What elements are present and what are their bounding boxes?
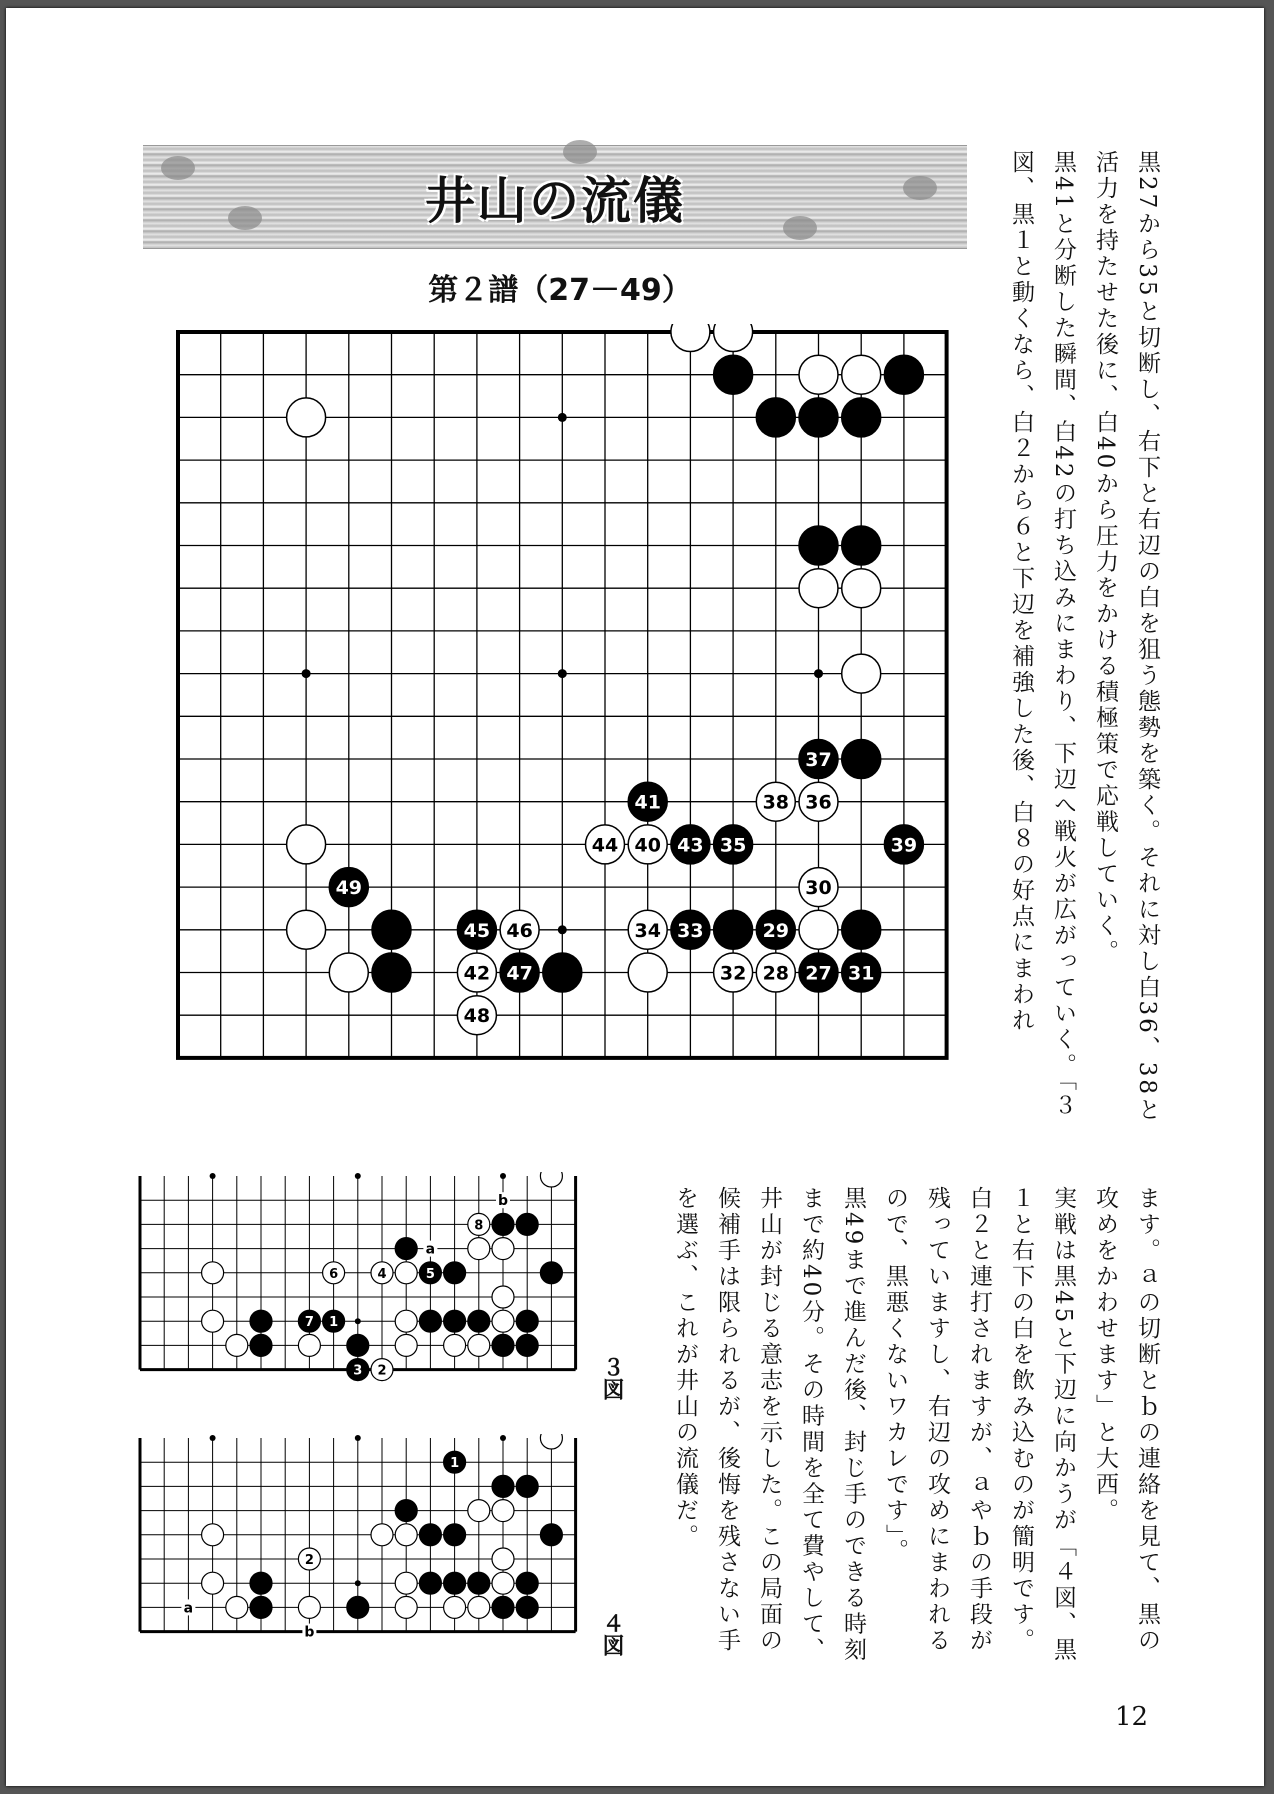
white-stone — [671, 324, 710, 352]
white-stone — [298, 1334, 320, 1356]
black-stone — [492, 1475, 514, 1497]
black-stone — [444, 1524, 466, 1546]
black-stone — [492, 1213, 514, 1235]
black-stone — [250, 1310, 272, 1332]
page-title: 井山の流儀 — [425, 172, 685, 230]
point-mark: a — [425, 1241, 436, 1258]
commentary-bottom — [664, 1186, 1168, 1666]
white-stone — [799, 355, 838, 394]
black-stone — [714, 910, 753, 949]
move-number: 5 — [425, 1266, 435, 1282]
white-stone — [371, 1524, 393, 1546]
white-stone — [395, 1334, 417, 1356]
move-number: 27 — [805, 962, 832, 985]
white-stone — [226, 1334, 248, 1356]
black-stone — [492, 1334, 514, 1356]
white-stone — [842, 569, 881, 608]
paragraph: ます。ａの切断とｂの連絡を見て、黒の攻めをかわせます」と大西。 — [1092, 1186, 1160, 1654]
paragraph: 実戦は黒45と下辺に向かうが「４図、黒１と右下の白を飲み込むのが簡明です。白２と連打されますが、ａやｂの手段が残っていますし、右辺の攻めにまわれるので、黒悪くないワカレです」。 — [882, 1186, 1076, 1664]
black-stone — [842, 740, 881, 779]
black-stone — [516, 1213, 538, 1235]
white-stone — [298, 1596, 320, 1618]
white-stone — [468, 1596, 490, 1618]
page-number: 12 — [1115, 1702, 1149, 1732]
white-stone — [468, 1500, 490, 1522]
white-stone — [492, 1500, 514, 1522]
move-number: 39 — [890, 834, 918, 857]
move-number: 45 — [463, 919, 491, 942]
point-mark: a — [183, 1600, 194, 1617]
move-number: 31 — [847, 962, 875, 985]
move-number: 34 — [634, 919, 661, 942]
commentary-top-right — [972, 150, 1168, 1145]
black-stone — [468, 1572, 490, 1594]
star-point — [500, 1173, 506, 1179]
black-stone — [714, 355, 753, 394]
move-number: 38 — [762, 791, 790, 814]
white-stone — [540, 1434, 562, 1449]
main-go-board — [170, 324, 960, 1112]
move-number: 29 — [762, 919, 790, 942]
black-stone — [799, 526, 838, 565]
move-number: 49 — [335, 877, 363, 900]
star-point — [302, 669, 311, 678]
figure-3-label: ３図 — [599, 1356, 624, 1400]
move-number: 7 — [304, 1315, 314, 1331]
star-point — [355, 1173, 361, 1179]
white-stone — [287, 825, 326, 864]
move-number: 42 — [463, 962, 491, 985]
black-stone — [516, 1310, 538, 1332]
white-stone — [395, 1524, 417, 1546]
black-stone — [540, 1262, 562, 1284]
move-number: 30 — [805, 877, 832, 900]
star-point — [500, 1435, 506, 1441]
black-stone — [419, 1310, 441, 1332]
white-stone — [492, 1286, 514, 1308]
white-stone — [799, 910, 838, 949]
star-point — [558, 925, 567, 934]
white-stone — [468, 1238, 490, 1260]
black-stone — [468, 1310, 490, 1332]
white-stone — [842, 355, 881, 394]
white-stone — [492, 1310, 514, 1332]
paragraph: 黒27から35と切断し、右下と右辺の白を狙う態勢を築く。それに対し白36、38と活力を持たせた後に、白40から圧力をかける積極策で応戦していく。 — [1092, 150, 1160, 1124]
move-number: 35 — [719, 834, 747, 857]
move-number: 32 — [719, 962, 747, 985]
white-stone — [226, 1596, 248, 1618]
black-stone — [540, 1524, 562, 1546]
move-number: 48 — [463, 1005, 491, 1028]
move-number: 28 — [762, 962, 790, 985]
star-point — [355, 1580, 361, 1586]
white-stone — [202, 1310, 224, 1332]
white-stone — [329, 953, 368, 992]
figure-3-board — [136, 1172, 584, 1406]
black-stone — [799, 398, 838, 437]
black-stone — [492, 1596, 514, 1618]
black-stone — [444, 1572, 466, 1594]
paragraph: 黒49まで進んだ後、封じ手のできる時刻まで約40分。その時間を全て費やして、井山が封じる意志を示した。この局面の候補手は限られるが、後悔を残さない手を選ぶ、これが井山の流儀だ。 — [672, 1186, 866, 1664]
black-stone — [444, 1310, 466, 1332]
black-stone — [395, 1238, 417, 1260]
white-stone — [799, 569, 838, 608]
black-stone — [372, 953, 411, 992]
star-point — [558, 669, 567, 678]
white-stone — [202, 1262, 224, 1284]
star-point — [355, 1435, 361, 1441]
white-stone — [395, 1262, 417, 1284]
black-stone — [372, 910, 411, 949]
move-number: 37 — [805, 749, 832, 771]
black-stone — [419, 1524, 441, 1546]
move-number: 2 — [377, 1363, 387, 1379]
star-point — [558, 413, 567, 422]
white-stone — [628, 953, 667, 992]
white-stone — [468, 1334, 490, 1356]
black-stone — [842, 526, 881, 565]
title-banner — [143, 145, 967, 249]
black-stone — [395, 1500, 417, 1522]
black-stone — [842, 398, 881, 437]
move-number: 44 — [591, 834, 619, 857]
white-stone — [395, 1310, 417, 1332]
black-stone — [347, 1334, 369, 1356]
point-mark: b — [497, 1193, 509, 1210]
star-point — [814, 669, 823, 678]
white-stone — [540, 1172, 562, 1187]
black-stone — [250, 1572, 272, 1594]
move-number: 6 — [329, 1266, 339, 1282]
white-stone — [492, 1238, 514, 1260]
black-stone — [250, 1596, 272, 1618]
white-stone — [202, 1524, 224, 1546]
white-stone — [714, 324, 753, 352]
black-stone — [444, 1262, 466, 1284]
star-point — [210, 1173, 216, 1179]
paragraph: 黒41と分断した瞬間、白42の打ち込みにまわり、下辺へ戦火が広がっていく。「３図、黒１と動くなら、白２から６と下辺を補強した後、白８の好点にまわれ — [1008, 150, 1076, 1120]
white-stone — [202, 1572, 224, 1594]
white-stone — [492, 1572, 514, 1594]
record-subtitle: 第２譜（27－49） — [428, 273, 692, 308]
move-number: 1 — [329, 1315, 339, 1331]
black-stone — [250, 1334, 272, 1356]
black-stone — [884, 355, 923, 394]
black-stone — [516, 1572, 538, 1594]
black-stone — [347, 1596, 369, 1618]
black-stone — [756, 398, 795, 437]
move-number: 33 — [677, 919, 704, 942]
move-number: 36 — [805, 791, 832, 814]
black-stone — [419, 1572, 441, 1594]
move-number: 40 — [634, 834, 661, 857]
move-number: 47 — [506, 962, 533, 985]
white-stone — [492, 1548, 514, 1570]
move-number: 4 — [377, 1266, 387, 1282]
move-number: 2 — [304, 1553, 314, 1568]
white-stone — [395, 1596, 417, 1618]
white-stone — [842, 654, 881, 693]
white-stone — [395, 1572, 417, 1594]
move-number: 3 — [353, 1363, 363, 1379]
star-point — [210, 1435, 216, 1441]
point-mark: b — [304, 1624, 315, 1641]
star-point — [355, 1318, 361, 1324]
black-stone — [842, 910, 881, 949]
black-stone — [516, 1334, 538, 1356]
white-stone — [287, 398, 326, 437]
move-number: 1 — [450, 1456, 460, 1472]
black-stone — [516, 1596, 538, 1618]
move-number: 46 — [506, 919, 533, 942]
black-stone — [543, 953, 582, 992]
move-number: 43 — [677, 834, 704, 857]
white-stone — [444, 1334, 466, 1356]
white-stone — [287, 910, 326, 949]
move-number: 41 — [634, 791, 661, 814]
move-number: 8 — [474, 1218, 484, 1234]
figure-4-board — [136, 1434, 584, 1668]
black-stone — [516, 1475, 538, 1497]
white-stone — [444, 1596, 466, 1618]
figure-4-label: ４図 — [599, 1612, 624, 1656]
